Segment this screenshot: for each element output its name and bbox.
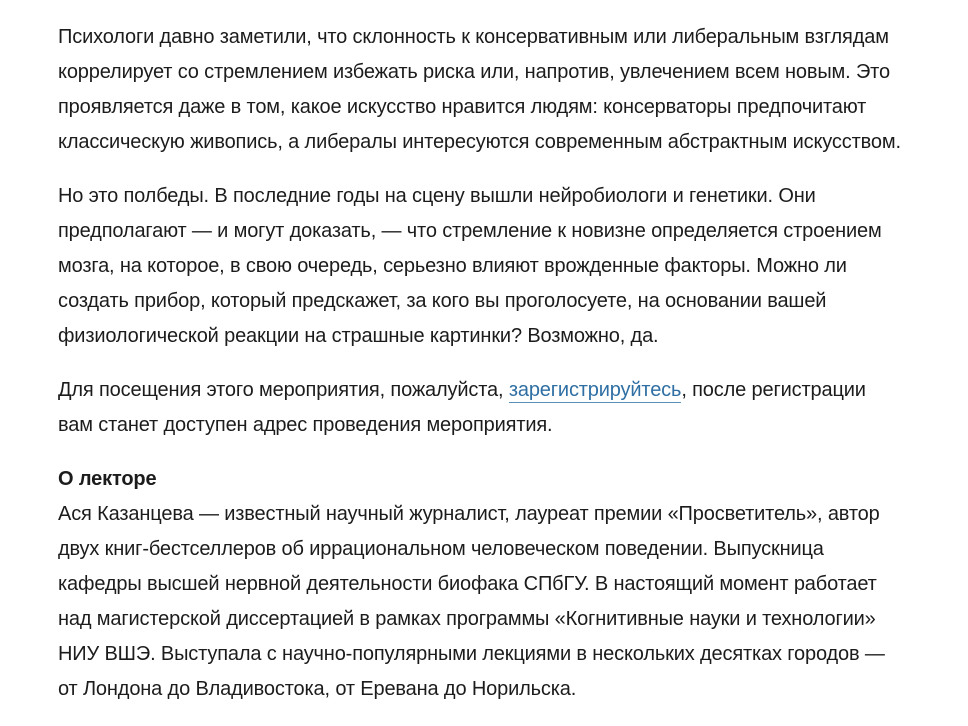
text-line: создать прибор, который предскажет, за кого вы проголосуете, на основании вашей: [58, 290, 827, 312]
neuro-paragraph: [58, 179, 964, 354]
text-line: мозга, на которое, в свою очередь, серьезно влияют врожденные факторы. Можно ли: [58, 255, 847, 277]
text-line: [58, 373, 964, 408]
text-line: классическую живопись, а либералы интересуются современным абстрактным искусством.: [58, 131, 901, 153]
registration-paragraph: [58, 373, 964, 443]
text-line: Ася Казанцева — известный научный журналист, лауреат премии «Просветитель», автор: [58, 503, 880, 525]
lecturer-heading: О лекторе: [58, 468, 157, 490]
intro-paragraph: [58, 20, 964, 160]
article-body: [58, 20, 964, 726]
text-line: вам станет доступен адрес проведения мероприятия.: [58, 414, 553, 436]
text-line: Но это полбеды. В последние годы на сцену вышли нейробиологи и генетики. Они: [58, 185, 816, 207]
lecturer-section: [58, 462, 964, 707]
text-line: физиологической реакции на страшные картинки? Возможно, да.: [58, 325, 659, 347]
register-link[interactable]: зарегистрируйтесь: [508, 379, 682, 401]
text-line: предполагают — и могут доказать, — что стремление к новизне определяется строением: [58, 220, 882, 242]
text-line: от Лондона до Владивостока, от Еревана до Норильска.: [58, 678, 577, 700]
text-line: над магистерской диссертацией в рамках программы «Когнитивные науки и технологии»: [58, 608, 876, 630]
registration-text-after: , после регистрации: [681, 379, 866, 401]
text-line: кафедры высшей нервной деятельности биофака СПбГУ. В настоящий момент работает: [58, 573, 877, 595]
registration-text-before: Для посещения этого мероприятия, пожалуйста,: [58, 379, 509, 401]
text-line: коррелирует со стремлением избежать риска или, напротив, увлечением всем новым. Это: [58, 61, 890, 83]
text-line: проявляется даже в том, какое искусство нравится людям: консерваторы предпочитают: [58, 96, 867, 118]
text-line: Психологи давно заметили, что склонность к консервативным или либеральным взглядам: [58, 26, 889, 48]
text-line: НИУ ВШЭ. Выступала с научно-популярными лекциями в нескольких десятках городов —: [58, 643, 885, 665]
text-line: двух книг-бестселлеров об иррациональном человеческом поведении. Выпускница: [58, 538, 824, 560]
